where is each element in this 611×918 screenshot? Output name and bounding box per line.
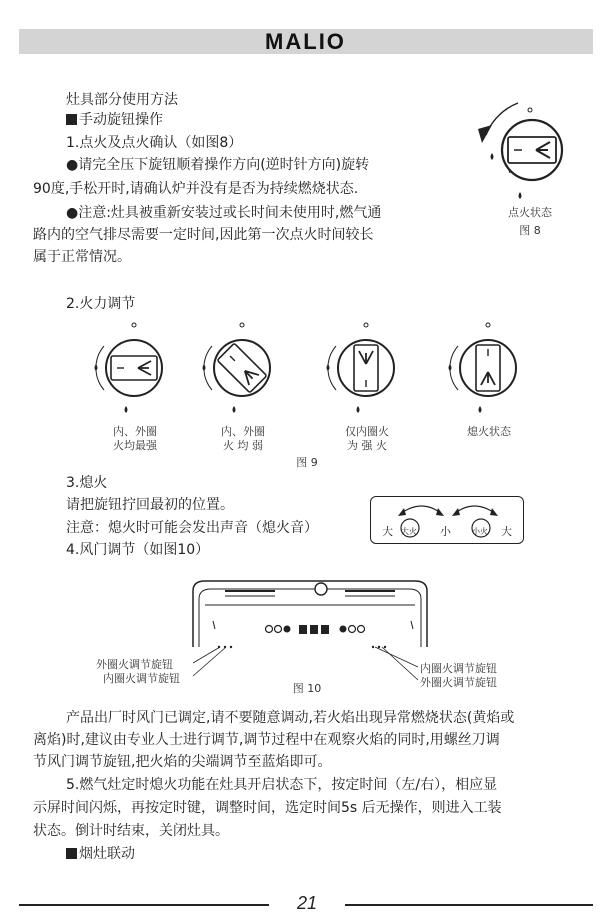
section-title: 灶具部分使用方法 [66,92,178,108]
note-paragraph-line: ●注意:灶具被重新安装过或长时间未使用时,燃气通 [66,205,382,221]
manual-knob-heading-text: 手动旋钮操作 [79,112,163,128]
knob-caption: 熄火状态 [467,425,511,438]
dial-label-small: 小 [440,525,451,538]
fig9-caption: 图 9 [296,456,318,469]
inner-adjust-knob-label-left: 内圈火调节旋钮 [103,672,180,685]
hood-link-heading-text: 烟灶联动 [79,846,135,862]
dial-label-big-left: 大 [382,525,393,538]
footer-rule-left [19,904,269,906]
outer-adjust-knob-label-left: 外圈火调节旋钮 [96,658,173,671]
flame-adjust-heading: 2.火力调节 [66,296,136,312]
fig10-caption: 图 10 [292,682,322,695]
flame-off-heading: 3.熄火 [66,475,108,491]
fig8-caption: 图 8 [519,224,541,237]
air-shutter-paragraph-line: 节风门调节旋钮,把火焰的尖端调节至蓝焰即可。 [33,754,332,770]
hood-link-heading [66,845,135,863]
knob-caption: 内、外圈 火 均 弱 [221,425,265,452]
bullet-square-icon [66,848,77,859]
timer-paragraph-line: 5.燃气灶定时熄火功能在灶具开启状态下，按定时间（左/右），相应显 [66,777,498,793]
timer-paragraph-line: 示屏时间闪烁，再按定时键，调整时间，选定时间5s 后无操作，则进入工装 [33,800,502,816]
knob-caption: 内、外圈 火均最强 [113,425,157,452]
flame-off-note: 注意：熄火时可能会发出声音（熄火音） [66,520,318,536]
ignition-paragraph-line: 90度,手松开时,请确认炉并没有是否为持续燃烧状态. [33,181,359,197]
fig8-state-label: 点火状态 [508,206,552,219]
brand-logo: MALIO [265,29,346,54]
note-paragraph-line: 路内的空气排尽需要一定时间,因此第一次点火时间较长 [33,227,374,243]
air-shutter-paragraph-line: 产品出厂时风门已调定,请不要随意调动,若火焰出现异常燃烧状态(黄焰或 [66,710,515,726]
inner-adjust-knob-label-right: 内圈火调节旋钮 [420,662,497,675]
dial-label-inner-small: 小火 [472,527,488,536]
ignition-heading: 1.点火及点火确认（如图8） [66,135,243,151]
air-shutter-heading: 4.风门调节（如图10） [66,542,210,558]
dial-label-inner-big: 大火 [401,527,417,536]
note-paragraph-line: 属于正常情况。 [33,249,131,265]
air-shutter-paragraph-line: 离焰)时,建议由专业人士进行调节,调节过程中在观察火焰的同时,用螺丝刀调 [33,732,500,748]
page-number: 21 [296,893,318,913]
footer-rule-right [345,904,593,906]
timer-paragraph-line: 状态。倒计时结束，关闭灶具。 [33,823,229,839]
flame-off-instruction: 请把旋钮拧回最初的位置。 [66,497,234,513]
knob-caption: 仅内圈火 为 强 火 [345,425,389,452]
ignition-paragraph-line: ●请完全压下旋钮顺着操作方向(逆时针方向)旋转 [66,157,370,173]
dial-label-big-right: 大 [501,525,512,538]
outer-adjust-knob-label-right: 外圈火调节旋钮 [420,676,497,689]
